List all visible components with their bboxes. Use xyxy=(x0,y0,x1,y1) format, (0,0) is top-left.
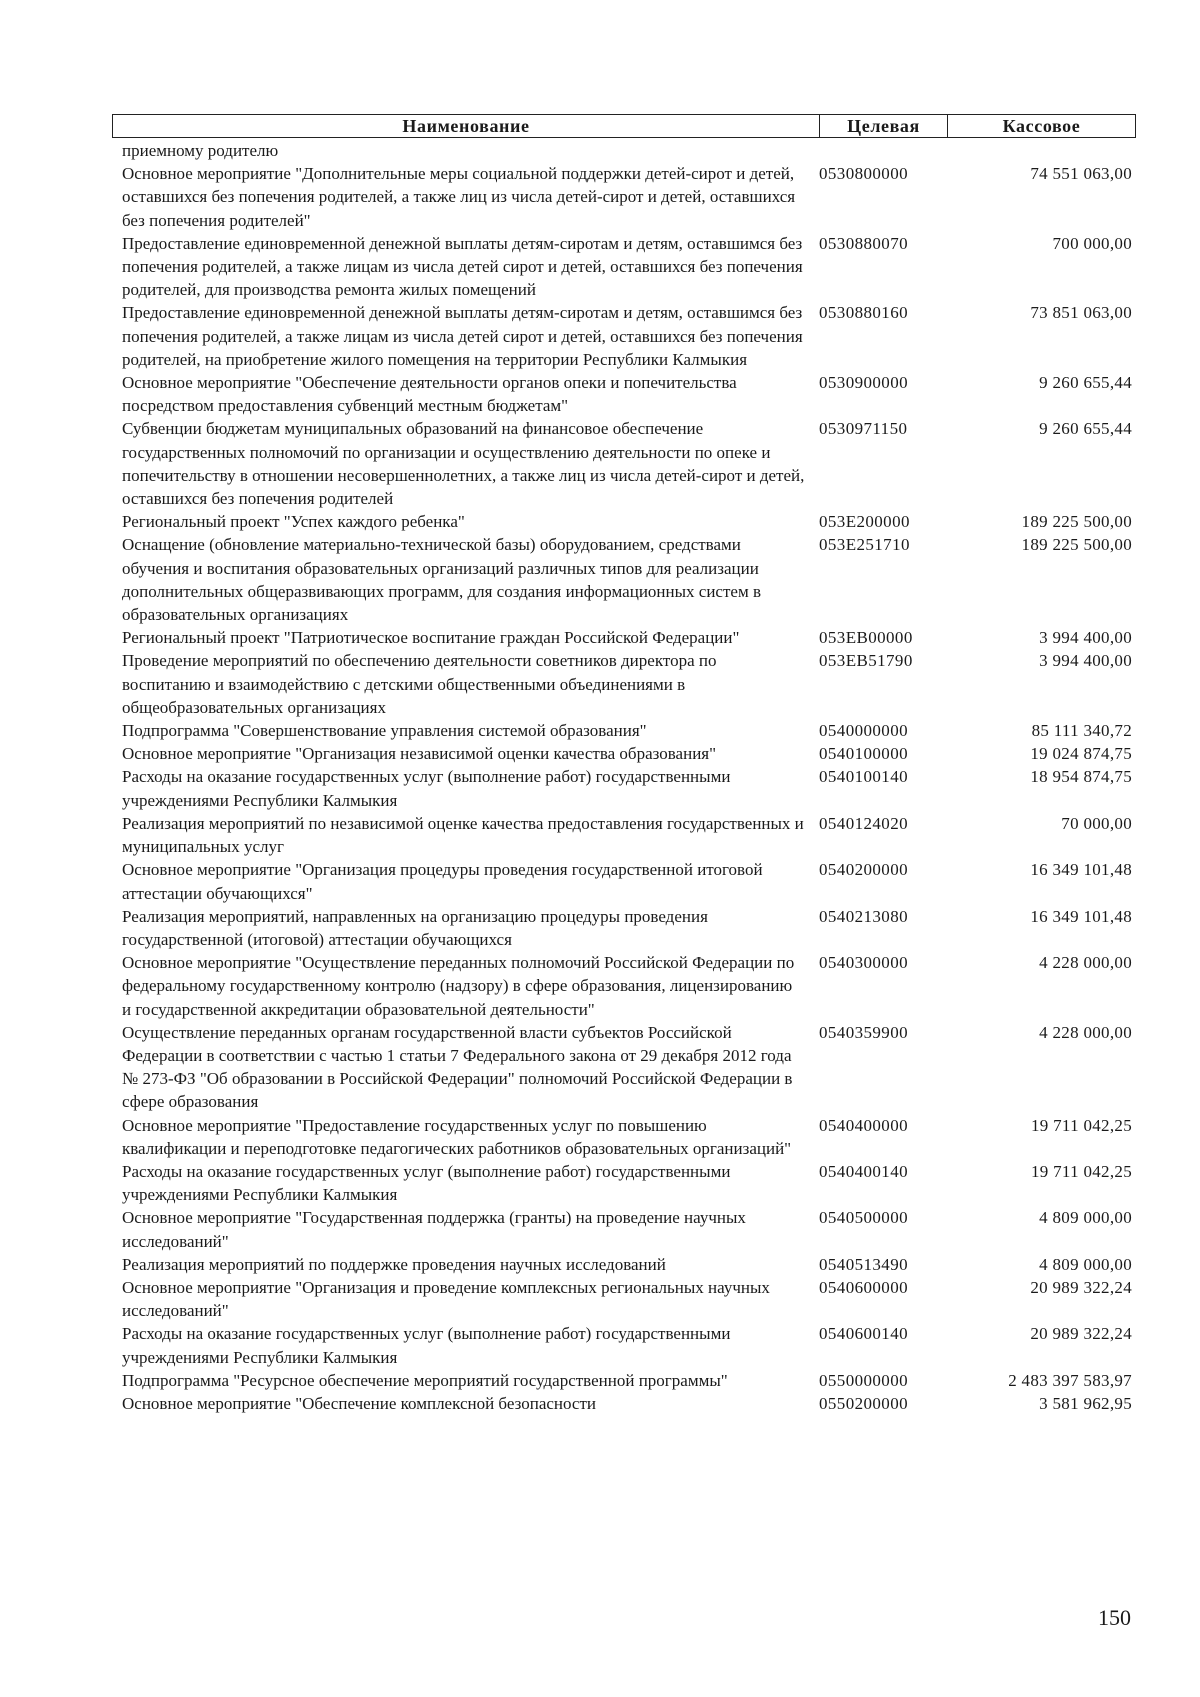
row-name: Региональный проект "Успех каждого ребенка" xyxy=(122,512,465,532)
row-amount: 3 581 962,95 xyxy=(1039,1393,1132,1413)
table-row xyxy=(122,719,1132,742)
row-code: 0540000000 xyxy=(819,721,908,741)
row-amount: 700 000,00 xyxy=(1052,233,1132,253)
table-row xyxy=(122,417,1132,510)
row-amount: 19 711 042,25 xyxy=(1030,1161,1132,1181)
row-code: 053Е200000 xyxy=(819,512,910,532)
row-name: Реализация мероприятий, направленных на организацию процедуры проведения государственной (итоговой) аттестации обучающихся xyxy=(122,906,708,949)
row-code: 0530971150 xyxy=(819,419,908,439)
row-name: приемному родителю xyxy=(122,141,279,160)
row-name: Основное мероприятие "Обеспечение комплексной безопасности xyxy=(122,1393,597,1413)
table-row xyxy=(122,649,1132,719)
row-code: 0530880160 xyxy=(819,303,908,323)
row-name: Расходы на оказание государственных услуг (выполнение работ) государственными учреждениями Республики Калмыкия xyxy=(122,1161,731,1205)
row-amount: 16 349 101,48 xyxy=(1030,860,1132,880)
table-row xyxy=(122,1114,1132,1160)
row-amount: 189 225 500,00 xyxy=(1021,535,1132,555)
table-row xyxy=(122,1322,1132,1368)
table-row xyxy=(122,1206,1132,1252)
row-name: Подпрограмма "Совершенствование управления системой образования" xyxy=(122,721,647,741)
table-row xyxy=(122,232,1132,302)
table-row xyxy=(122,1253,1132,1276)
table-row xyxy=(122,533,1132,626)
row-name: Подпрограмма "Ресурсное обеспечение мероприятий государственной программы" xyxy=(122,1370,728,1390)
table-row xyxy=(122,510,1132,533)
row-amount: 19 711 042,25 xyxy=(1030,1115,1132,1135)
table-row xyxy=(122,1369,1132,1392)
table-row xyxy=(122,301,1132,371)
row-name: Основное мероприятие "Обеспечение деятельности органов опеки и попечительства посредством предоставления субвенций местным бюджетам" xyxy=(122,373,737,416)
table-header xyxy=(112,114,1136,138)
row-amount: 4 228 000,00 xyxy=(1039,1022,1132,1042)
row-code: 0540600000 xyxy=(819,1277,908,1297)
row-code: 0550000000 xyxy=(819,1370,908,1390)
row-code xyxy=(815,139,959,162)
row-name: Расходы на оказание государственных услуг (выполнение работ) государственными учреждениями Республики Калмыкия xyxy=(122,767,731,810)
row-amount: 74 551 063,00 xyxy=(1030,164,1132,184)
row-amount: 20 989 322,24 xyxy=(1030,1277,1132,1297)
header-name: Наименование xyxy=(113,115,820,137)
row-name: Региональный проект "Патриотическое воспитание граждан Российской Федерации" xyxy=(122,628,740,648)
row-name: Осуществление переданных органам государственной власти субъектов Российской Федерации в соответствии с частью 1 статьи 7 Федерального закона от 29 декабря 2012 года № 273-ФЗ "Об образовании в Российской Федерации" полномочий Российской Федерации в сфере образования xyxy=(122,1022,793,1112)
table-row xyxy=(122,858,1132,904)
row-code: 0540400000 xyxy=(819,1115,908,1135)
row-code: 0540500000 xyxy=(819,1208,908,1228)
header-code: Целевая xyxy=(820,115,948,137)
row-amount: 4 809 000,00 xyxy=(1039,1254,1132,1274)
row-name: Основное мероприятие "Государственная поддержка (гранты) на проведение научных исследований" xyxy=(122,1208,746,1251)
table-row xyxy=(122,951,1132,1021)
row-name: Основное мероприятие "Организация и проведение комплексных региональных научных исследований" xyxy=(122,1277,770,1321)
row-code: 0540300000 xyxy=(819,953,908,973)
row-amount: 4 228 000,00 xyxy=(1039,953,1132,973)
row-amount: 4 809 000,00 xyxy=(1039,1208,1132,1228)
row-name: Основное мероприятие "Дополнительные меры социальной поддержки детей-сирот и детей, оставшихся без попечения родителей, а также лиц из числа детей-сирот и детей, оставшихся без попечения родителей" xyxy=(122,164,796,230)
row-name: Основное мероприятие "Предоставление государственных услуг по повышению квалификации и переподготовке педагогических работников образовательных организаций" xyxy=(122,1115,792,1158)
row-name: Предоставление единовременной денежной выплаты детям-сиротам и детям, оставшимся без попечения родителей, а также лицам из числа детей сирот и детей, оставшихся без попечения родителей, на приобретение жилого помещения на территории Республики Калмыкия xyxy=(122,303,803,369)
row-amount: 18 954 874,75 xyxy=(1030,767,1132,787)
table-body xyxy=(122,139,1132,1415)
row-amount: 3 994 400,00 xyxy=(1039,651,1132,671)
row-amount: 70 000,00 xyxy=(1061,813,1132,833)
table-row xyxy=(122,1021,1132,1114)
header-amount: Кассовое xyxy=(1002,116,1081,136)
row-amount: 85 111 340,72 xyxy=(1031,721,1132,741)
row-amount: 9 260 655,44 xyxy=(1039,419,1132,439)
row-code: 0530800000 xyxy=(819,164,908,184)
row-amount: 16 349 101,48 xyxy=(1030,906,1132,926)
row-amount: 2 483 397 583,97 xyxy=(1008,1370,1132,1390)
row-code: 0530900000 xyxy=(819,373,908,393)
table-row xyxy=(122,626,1132,649)
row-code: 053Е251710 xyxy=(819,535,910,555)
row-code: 0540600140 xyxy=(819,1324,908,1344)
table-row xyxy=(122,812,1132,858)
row-code: 0540100000 xyxy=(819,744,908,764)
table-row xyxy=(122,1392,1132,1415)
row-name: Оснащение (обновление материально-технической базы) оборудованием, средствами обучения и воспитания образовательных организаций различных типов для реализации дополнительных общеразвивающих программ, для создания информационных систем в образовательных организациях xyxy=(122,535,761,625)
row-name: Основное мероприятие "Осуществление переданных полномочий Российской Федерации по федеральному государственному контролю (надзору) в сфере образования, лицензированию и государственной аккредитации образовательной деятельности" xyxy=(122,953,795,1019)
row-code: 053ЕВ51790 xyxy=(819,651,913,671)
row-code: 053ЕВ00000 xyxy=(819,628,913,648)
table-row xyxy=(122,905,1132,951)
table-row xyxy=(122,139,1132,162)
row-code: 0540513490 xyxy=(819,1254,908,1274)
row-code: 0540124020 xyxy=(819,813,908,833)
table-row xyxy=(122,765,1132,811)
row-code: 0530880070 xyxy=(819,233,908,253)
row-code: 0550200000 xyxy=(819,1393,908,1413)
row-name: Предоставление единовременной денежной выплаты детям-сиротам и детям, оставшимся без попечения родителей, а также лицам из числа детей сирот и детей, оставшихся без попечения родителей, для производства ремонта жилых помещений xyxy=(122,233,803,300)
row-amount: 189 225 500,00 xyxy=(1021,512,1132,532)
row-amount: 20 989 322,24 xyxy=(1030,1324,1132,1344)
table-row xyxy=(122,742,1132,765)
row-name: Реализация мероприятий по независимой оценке качества предоставления государственных и муниципальных услуг xyxy=(122,813,804,857)
row-code: 0540213080 xyxy=(819,906,908,926)
row-name: Расходы на оказание государственных услуг (выполнение работ) государственными учреждениями Республики Калмыкия xyxy=(122,1324,731,1367)
row-amount: 19 024 874,75 xyxy=(1030,744,1132,764)
table-row xyxy=(122,1276,1132,1322)
row-amount xyxy=(959,139,1132,162)
row-amount: 9 260 655,44 xyxy=(1039,373,1132,393)
row-name: Проведение мероприятий по обеспечению деятельности советников директора по воспитанию и взаимодействию с детскими общественными объединениями в общеобразовательных организациях xyxy=(122,651,717,717)
table-row xyxy=(122,1160,1132,1206)
row-code: 0540200000 xyxy=(819,860,908,880)
row-code: 0540100140 xyxy=(819,767,908,787)
row-name: Основное мероприятие "Организация процедуры проведения государственной итоговой аттестации обучающихся" xyxy=(122,860,763,903)
row-name: Реализация мероприятий по поддержке проведения научных исследований xyxy=(122,1254,666,1274)
row-amount: 3 994 400,00 xyxy=(1039,628,1132,648)
table-row xyxy=(122,371,1132,417)
page-number: 150 xyxy=(1098,1605,1131,1630)
row-amount: 73 851 063,00 xyxy=(1030,303,1132,323)
row-name: Основное мероприятие "Организация независимой оценки качества образования" xyxy=(122,744,717,764)
row-code: 0540400140 xyxy=(819,1161,908,1181)
table-row xyxy=(122,162,1132,232)
row-name: Субвенции бюджетам муниципальных образований на финансовое обеспечение государственных полномочий по организации и осуществлению деятельности по опеке и попечительству в отношении несовершеннолетних, а также лиц из числа детей-сирот и детей, оставшихся без попечения родителей xyxy=(122,419,805,509)
row-code: 0540359900 xyxy=(819,1022,908,1042)
